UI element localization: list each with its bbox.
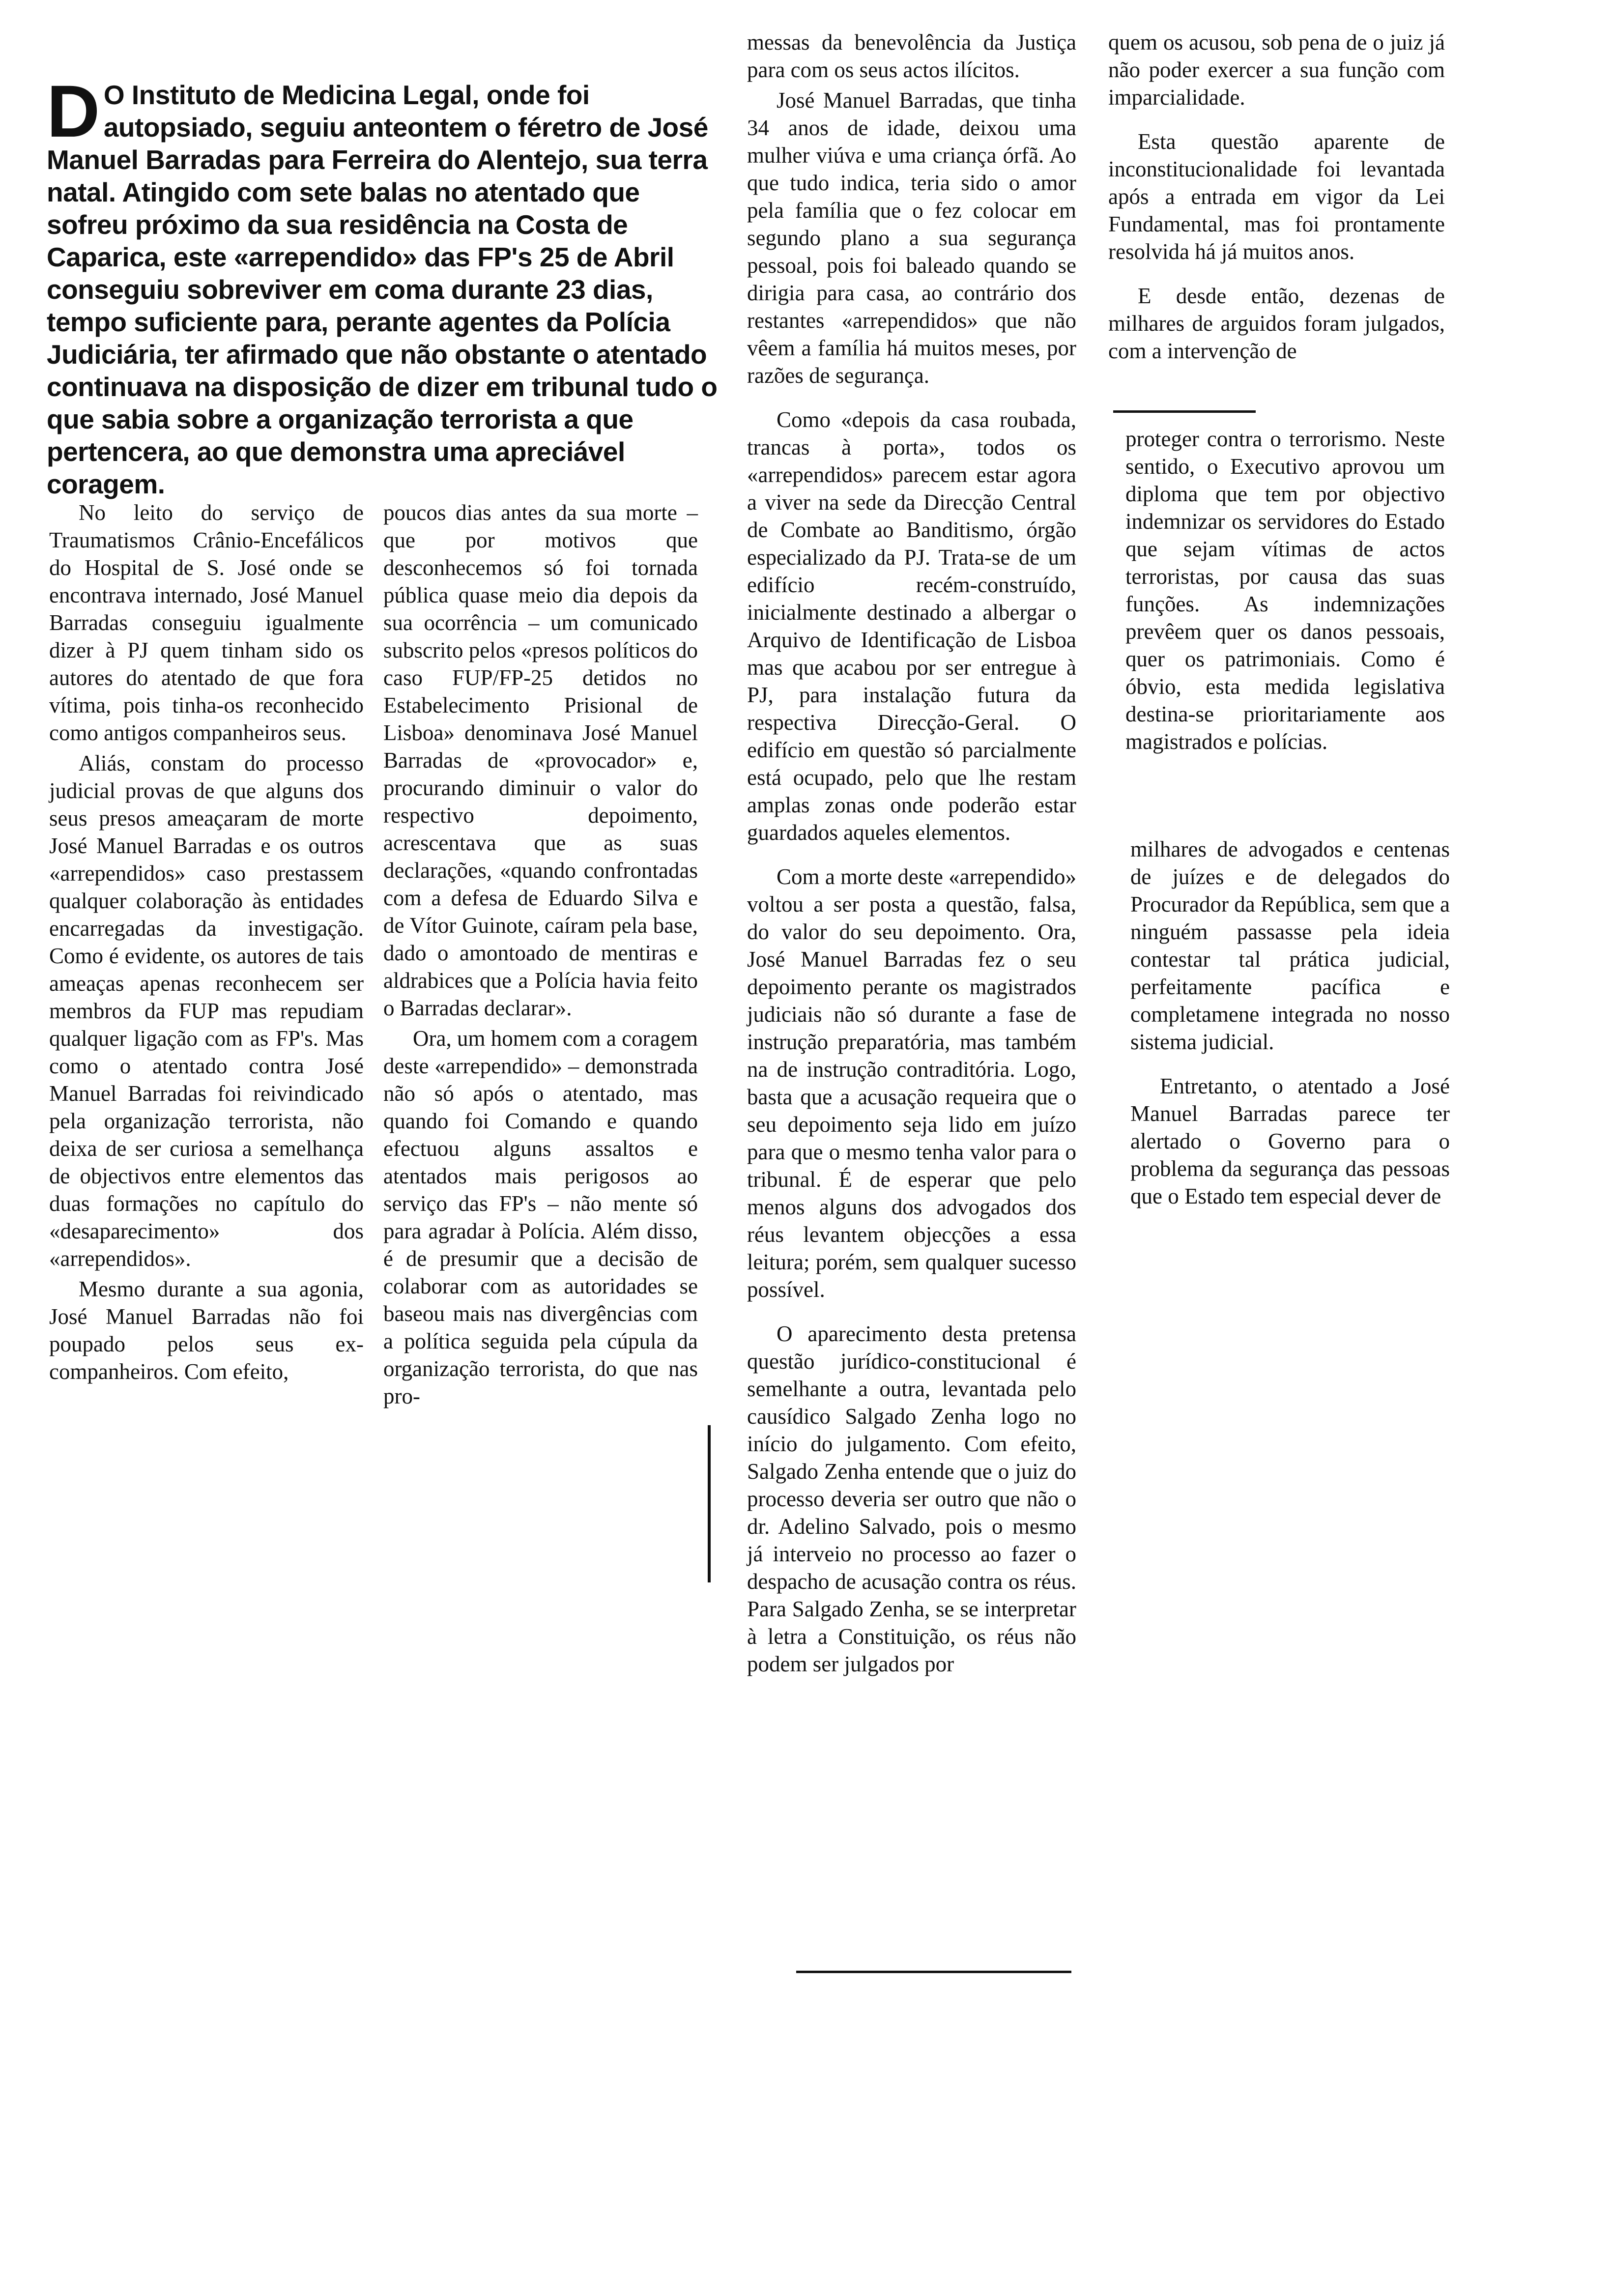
divider-rule bbox=[1113, 410, 1256, 413]
paragraph: poucos dias antes da sua morte – que por motivos que desconhecemos só foi tornada pública quase meio dia depois da sua ocorrência – um comunicado subscrito pelos «presos políticos do caso FUP/FP-25 detidos no Estabelecimento Prisional de Lisboa» denominava José Manuel Barradas de «provocador» e, procurando diminuir o valor do respectivo depoimento, acrescentava que as suas declarações, «quando confrontadas com a defesa de Eduardo Silva e de Vítor Guinote, caíram pela base, dado o amontoado de mentiras e aldrabices que a Polícia havia feito o Barradas declarar». bbox=[383, 500, 698, 1020]
paragraph: No leito do serviço de Traumatismos Crânio-Encefálicos do Hospital de S. José onde se encontrava internado, José Manuel Barradas conseguiu igualmente dizer à PJ quem tinham sido os autores do atentado de que fora vítima, pois tinha-os reconhecido como antigos companheiros seus. bbox=[49, 500, 364, 745]
paragraph: Como «depois da casa roubada, trancas à porta», todos os «arrependidos» parecem estar agora a viver na sede da Direcção Central de Combate ao Banditismo, órgão especializado da PJ. Trata-se de um edifício recém-construído, inicialmente destinado a albergar o Arquivo de Identificação de Lisboa mas que acabou por ser entregue à PJ, para instalação futura da respectiva Direcção-Geral. O edifício em questão só parcialmente está ocupado, pelo que lhe restam amplas zonas onde poderão estar guardados aqueles elementos. bbox=[747, 407, 1076, 845]
lead-text: O Instituto de Medicina Legal, onde foi autopsiado, seguiu anteontem o féretro de José Manuel Barradas para Ferreira do Alentejo, sua terra natal. Atingido com sete balas no atentado que sofreu próximo da sua residência na Costa de Caparica, este «arrependido» das FP's 25 de Abril conseguiu sobreviver em coma durante 23 dias, tempo suficiente para, perante agentes da Polícia Judiciária, ter afirmado que não obstante o atentado continuava na disposição de dizer em tribunal tudo o que sabia sobre a organização terrorista a que pertencera, ao que demonstra uma apreciável coragem. bbox=[47, 80, 718, 499]
paragraph: Ora, um homem com a coragem deste «arrependido» – demonstrada não só após o atentado, mas quando foi Comando e quando efectuou alguns assaltos e atentados mais perigosos ao serviço das FP's – não mente só para agradar à Polícia. Além disso, é de presumir que a decisão de colaborar com as autoridades se baseou mais nas divergências com a política seguida pela cúpula da organização terrorista, do que nas pro- bbox=[383, 1026, 698, 1408]
column-4-top bbox=[1108, 29, 1445, 368]
column-rule-bottom bbox=[796, 1971, 1071, 1973]
paragraph: Entretanto, o atentado a José Manuel Barradas parece ter alertado o Governo para o problema da segurança das pessoas que o Estado tem especial dever de bbox=[1130, 1074, 1450, 1208]
paragraph: Mesmo durante a sua agonia, José Manuel Barradas não foi poupado pelos seus ex-companheiros. Com efeito, bbox=[49, 1277, 364, 1384]
column-1 bbox=[49, 499, 364, 1388]
column-2 bbox=[383, 499, 698, 1413]
paragraph: Com a morte deste «arrependido» voltou a ser posta a questão, falsa, do valor do seu depoimento. Ora, José Manuel Barradas fez o seu depoimento perante os magistrados judiciais não só durante a fase de instrução preparatória, mas também na de instrução contraditória. Logo, basta que a acusação requeira que o seu depoimento seja lido em juízo para que o mesmo tenha valor para o tribunal. É de esperar que pelo menos alguns dos advogados dos réus levantem objecções a essa leitura; porém, sem qualquer sucesso possível. bbox=[747, 864, 1076, 1302]
column-rule-vertical bbox=[708, 1425, 711, 1582]
paragraph: José Manuel Barradas, que tinha 34 anos de idade, deixou uma mulher viúva e uma criança órfã. Ao que tudo indica, teria sido o amor pela família que o fez colocar em segundo plano a sua segurança pessoal, pois foi baleado quando se dirigia para casa, ao contrário dos restantes «arrependidos» que não vêem a família há muitos meses, por razões de segurança. bbox=[747, 88, 1076, 388]
paragraph: E desde então, dezenas de milhares de arguidos foram julgados, com a intervenção de bbox=[1108, 284, 1445, 363]
lead-paragraph bbox=[47, 70, 725, 500]
paragraph: milhares de advogados e centenas de juízes e de delegados do Procurador da República, sem que a ninguém passasse pela ideia contestar tal prática judicial, perfeitamente pacífica e completamene integrada no nosso sistema judicial. bbox=[1130, 837, 1450, 1054]
column-4-bottom bbox=[1130, 835, 1450, 1213]
column-4-middle bbox=[1125, 425, 1445, 758]
paragraph: messas da benevolência da Justiça para com os seus actos ilícitos. bbox=[747, 30, 1076, 82]
paragraph: Esta questão aparente de inconstitucionalidade foi levantada após a entrada em vigor da Lei Fundamental, mas foi prontamente resolvida há já muitos anos. bbox=[1108, 129, 1445, 264]
drop-cap: D bbox=[47, 70, 100, 152]
paragraph: O aparecimento desta pretensa questão jurídico-constitucional é semelhante a outra, levantada pelo causídico Salgado Zenha logo no início do julgamento. Com efeito, Salgado Zenha entende que o juiz do processo deveria ser outro que não o dr. Adelino Salvado, pois o mesmo já interveio no processo ao fazer o despacho de acusação contra os réus. Para Salgado Zenha, se se interpretar à letra a Constituição, os réus não podem ser julgados por bbox=[747, 1321, 1076, 1676]
column-3 bbox=[747, 29, 1076, 1681]
paragraph: Aliás, constam do processo judicial provas de que alguns dos seus presos ameaçaram de morte José Manuel Barradas e os outros «arrependidos» caso prestassem qualquer colaboração às entidades encarregadas da investigação. Como é evidente, os autores de tais ameaças apenas reconhecem ser membros da FUP mas repudiam qualquer ligação com as FP's. Mas como o atentado contra José Manuel Barradas foi reivindicado pela organização terrorista, não deixa de ser curiosa a semelhança de objectivos entre elementos das duas formações no capítulo do «desaparecimento» dos «arrependidos». bbox=[49, 751, 364, 1271]
paragraph: proteger contra o terrorismo. Neste sentido, o Executivo aprovou um diploma que tem por objectivo indemnizar os servidores do Estado que sejam vítimas de actos terroristas, por causa das suas funções. As indemnizações prevêem quer os danos pessoais, quer os patrimoniais. Como é óbvio, esta medida legislativa destina-se prioritariamente aos magistrados e polícias. bbox=[1125, 427, 1445, 754]
paragraph: quem os acusou, sob pena de o juiz já não poder exercer a sua função com imparcialidade. bbox=[1108, 30, 1445, 110]
